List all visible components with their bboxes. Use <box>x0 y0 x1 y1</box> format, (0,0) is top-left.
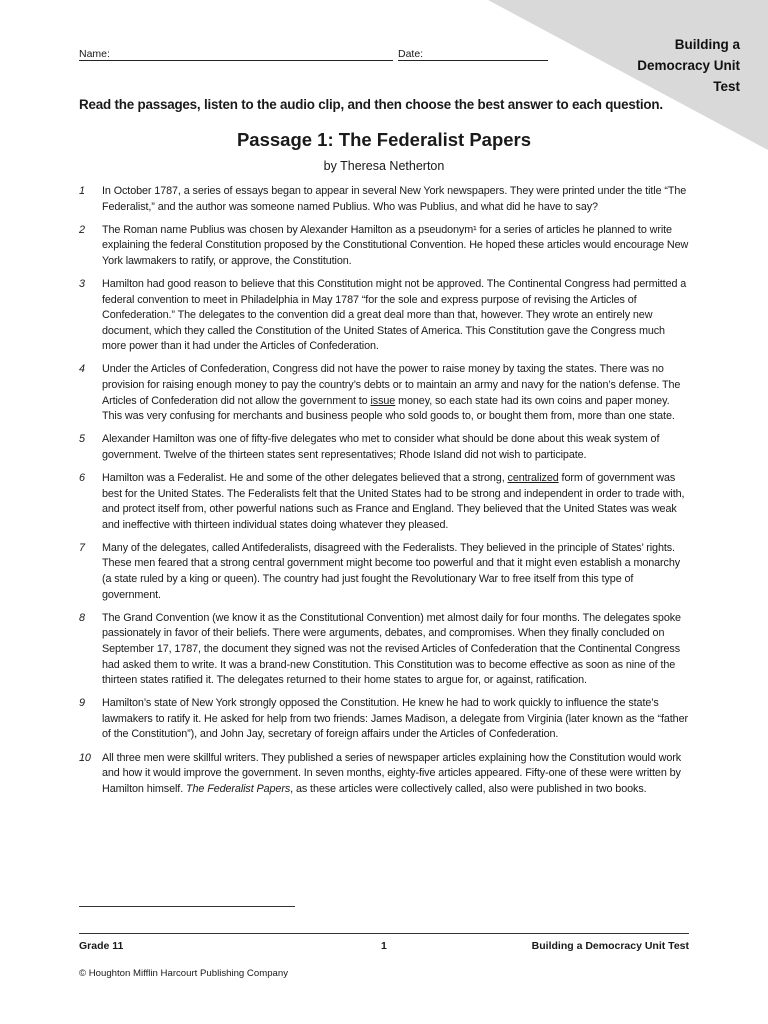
footnote-divider <box>79 906 295 907</box>
paragraph-8 <box>79 611 691 689</box>
passage-body <box>79 184 691 805</box>
paragraph-text <box>102 751 691 798</box>
paragraph-number: 3 <box>79 277 85 290</box>
grade-label: Grade 11 <box>79 940 124 952</box>
paragraph-7 <box>79 541 691 603</box>
page-footer <box>79 940 689 956</box>
paragraph-number: 10 <box>79 751 91 764</box>
paragraph-text: The Grand Convention (we know it as the Constitutional Convention) met almost daily for four months. The delegates spoke passionately in favor of their beliefs. There were arguments, debates, and compromises. When they finally concluded on September 17, 1787, the document they signed was not the revised Articles of Confederation that the Continental Congress had asked them to write. It was a brand-new Constitution. This Constitution was to become effective as soon as nine of the thirteen states ratified it. The delegates returned to their home states to argue for, or against, ratification. <box>102 611 681 687</box>
name-field[interactable] <box>79 48 393 61</box>
paragraph-number: 2 <box>79 223 85 236</box>
paragraph-text <box>102 471 691 533</box>
vocabulary-word-centralized: centralized <box>507 472 559 484</box>
paragraph-number: 9 <box>79 697 85 710</box>
paragraph-number: 1 <box>79 185 85 197</box>
paragraph-number: 6 <box>79 472 85 484</box>
paragraph-3 <box>79 277 691 355</box>
passage-title: Passage 1: The Federalist Papers <box>236 129 532 150</box>
name-date-row <box>79 48 549 62</box>
vocabulary-word-issue: issue <box>370 394 396 407</box>
paragraph-text: Hamilton’s state of New York strongly opposed the Constitution. He knew he had to work quickly to influence the state’s lawmakers to ratify it. He asked for help from two friends: James Madison, a delegate from Virginia (later known as the “father of the Constitution”), and John Jay, secretary of foreign affairs under the Articles of Confederation. <box>102 697 688 741</box>
book-title: The Federalist Papers <box>186 782 291 795</box>
copyright-notice: © Houghton Mifflin Harcourt Publishing Company <box>79 968 288 979</box>
paragraph-number: 7 <box>79 541 85 554</box>
paragraph-text-end: form of government was best for the United States. The Federalists felt that the United States had to be strong and independent in order to trade with, and protect itself from, other powerful nations such as France and England. They believed that the United States was weak and ineffective with thirteen individual states doing whatever they pleased. <box>102 472 685 531</box>
page-number: 1 <box>381 940 387 952</box>
date-field[interactable] <box>398 48 548 61</box>
paragraph-text: The Roman name Publius was chosen by Alexander Hamilton as a pseudonym¹ for a series of articles he planned to write explaining the federal Constitution proposed by the Constitutional Convention. He hoped these articles would encourage New York lawmakers to ratify, or approve, the Constitution. <box>102 223 689 267</box>
paragraph-1 <box>79 184 691 215</box>
paragraph-text-start: Hamilton was a Federalist. He and some of the other delegates believed that a strong, <box>102 472 508 484</box>
paragraph-2 <box>79 223 691 270</box>
paragraph-number: 8 <box>79 611 85 624</box>
paragraph-text-start: Under the Articles of Confederation, Congress did not have the power to raise money by taxing the states. There was no provision for raising enough money to pay the country’s debts or to maintain an army and navy for the nation’s defense. The Articles of Confederation did not allow the government to <box>102 363 681 407</box>
paragraph-number: 4 <box>79 363 85 376</box>
paragraph-text <box>102 362 691 424</box>
paragraph-text: Hamilton had good reason to believe that this Constitution might not be approved. The Continental Congress had permitted a federal convention to meet in Philadelphia in May 1787 “for the sole and express purpose of revising the Articles of Confederation.” The delegates to the convention did a great deal more than that, however. They wrote an entirely new document, which they called the Constitution of the United States of America. This Constitution gave the Congress much more power than it had under the Articles of Confederation. <box>102 277 687 353</box>
name-label: Name: <box>79 48 110 60</box>
paragraph-5 <box>79 432 691 463</box>
paragraph-text: Many of the delegates, called Antifederalists, disagreed with the Federalists. They believed in the principle of States’ rights. These men feared that a strong central government might become too powerful and that it might even establish a monarchy (a state ruled by a king or queen). The country had just fought the Revolutionary War to free itself from this type of government. <box>102 541 681 601</box>
passage-byline: by Theresa Netherton <box>323 159 445 173</box>
paragraph-text: In October 1787, a series of essays began to appear in several New York newspapers. They were printed under the title “The Federalist,” and the author was someone named Publius. Who was Publius, and what did he have to say? <box>102 185 687 213</box>
paragraph-9 <box>79 696 691 743</box>
footer-test-title: Building a Democracy Unit Test <box>531 940 689 952</box>
paragraph-text-end: , as these articles were collectively called, also were published in two books. <box>290 782 647 795</box>
paragraph-text-start: All three men were skillful writers. They published a series of newspaper articles explaining how the Constitution would work and how it would improve the government. In seven months, eighty-five articles appeared. Fifty-one of these were written by Hamilton himself. <box>102 751 682 795</box>
unit-test-title: Building a Democracy Unit Test <box>637 37 740 94</box>
paragraph-text-end: money, so each state had its own coins and paper money. This was very confusing for merchants and business people who sold goods to, or bought them from, more than one state. <box>102 394 675 423</box>
footer-divider <box>79 933 689 934</box>
date-label: Date: <box>398 48 424 60</box>
paragraph-6 <box>79 471 691 533</box>
paragraph-text: Alexander Hamilton was one of fifty-five delegates who met to consider what should be done about this weak system of government. Twelve of the thirteen states sent representatives; Rhode Island did not wish to participate. <box>102 433 660 461</box>
instructions: Read the passages, listen to the audio clip, and then choose the best answer to each question. <box>79 97 663 112</box>
paragraph-number: 5 <box>79 433 85 446</box>
paragraph-10 <box>79 751 691 798</box>
paragraph-4 <box>79 362 691 424</box>
